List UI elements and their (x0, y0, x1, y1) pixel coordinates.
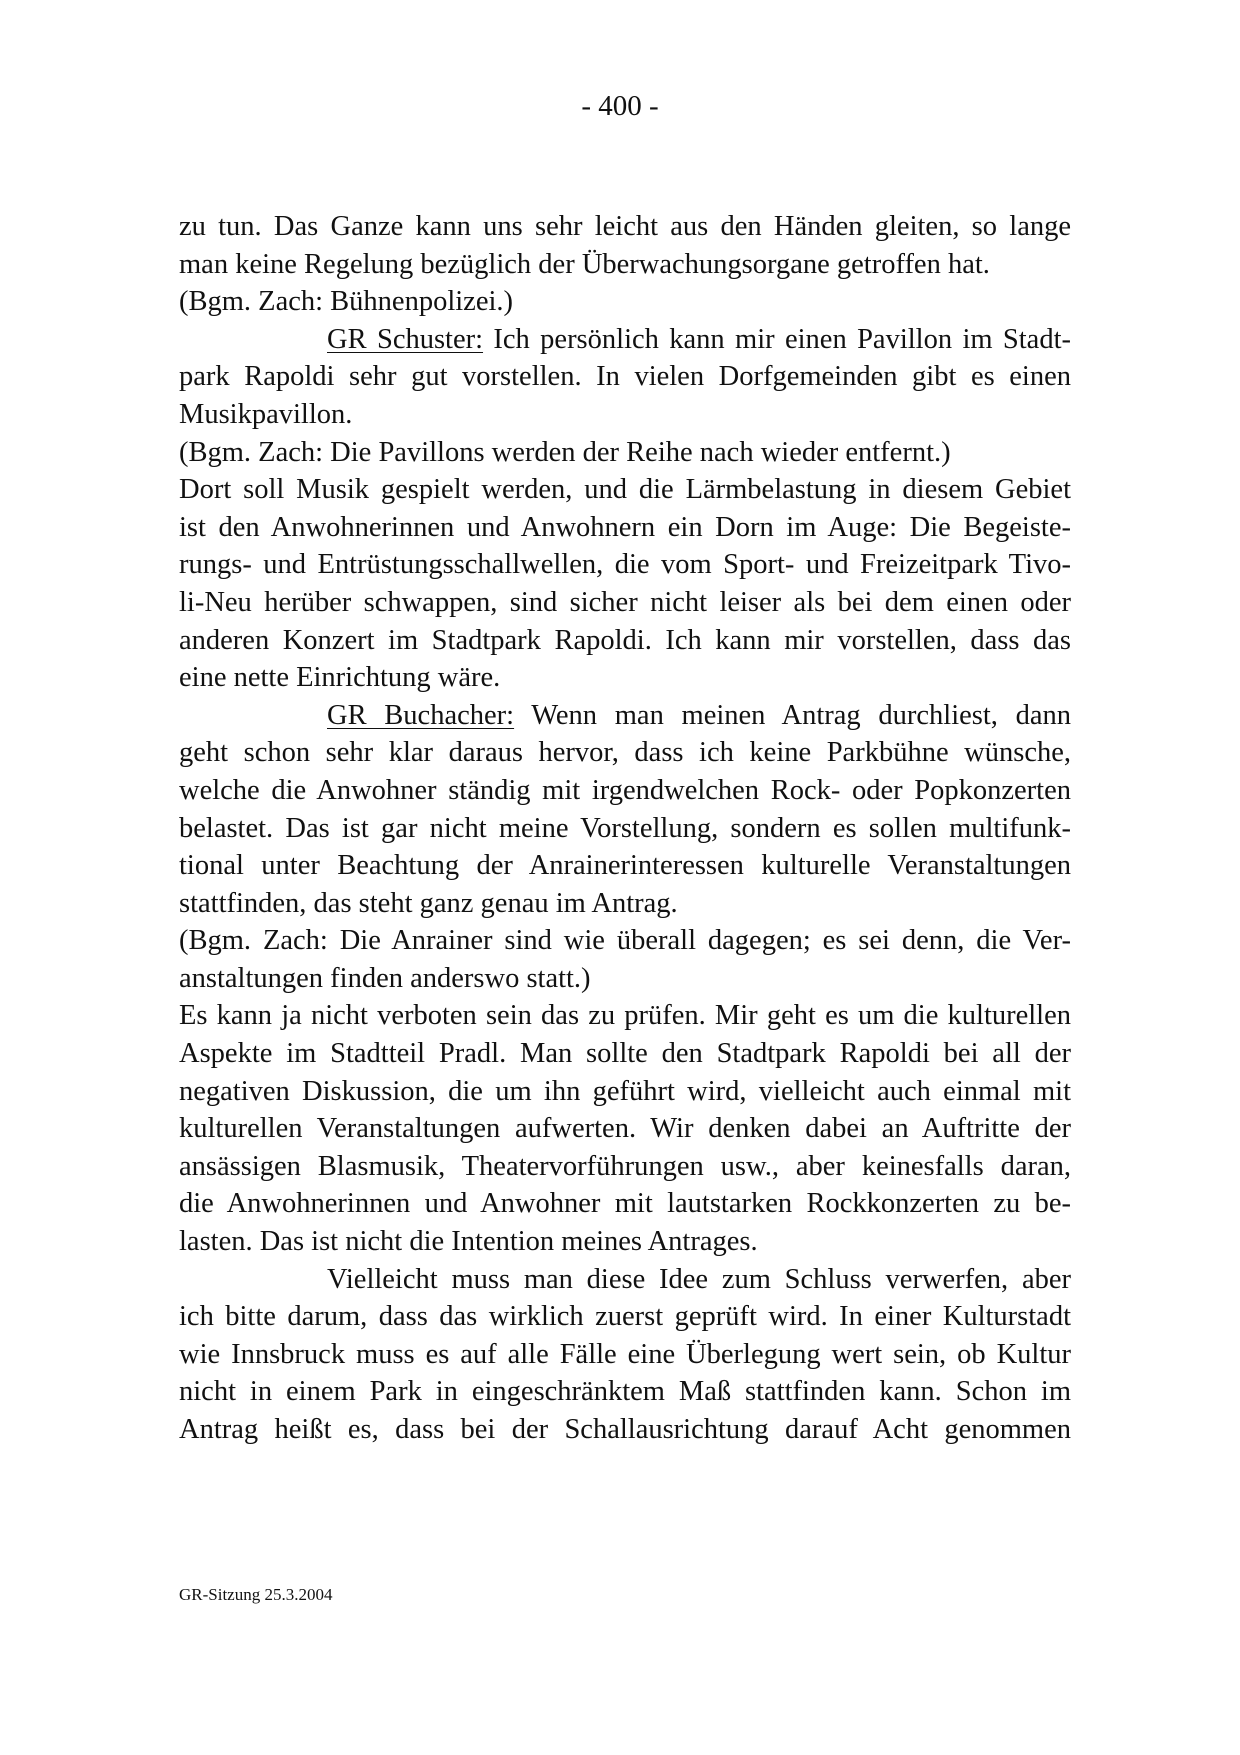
document-body (179, 208, 1071, 1449)
text-line: li-Neu herüber schwappen, sind sicher nicht leiser als bei dem einen oder (179, 586, 1071, 618)
text-line: anderen Konzert im Stadtpark Rapoldi. Ich kann mir vorstellen, dass das (179, 624, 1071, 656)
text-line: negativen Diskussion, die um ihn geführt wird, vielleicht auch einmal mit (179, 1075, 1071, 1107)
text-line: eine nette Einrichtung wäre. (179, 662, 501, 694)
text-line: geht schon sehr klar daraus hervor, dass ich keine Parkbühne wünsche, (179, 737, 1071, 769)
speaker-line (179, 321, 1071, 359)
text-line: park Rapoldi sehr gut vorstellen. In vielen Dorfgemeinden gibt es einen (179, 361, 1071, 393)
text-line: nicht in einem Park in eingeschränktem Maß stattfinden kann. Schon im (179, 1376, 1071, 1408)
paragraph-start-line: Vielleicht muss man diese Idee zum Schluss verwerfen, aber (327, 1263, 1071, 1295)
text-line: anstaltungen finden anderswo statt.) (179, 962, 591, 994)
text-line: lasten. Das ist nicht die Intention meines Antrages. (179, 1226, 758, 1258)
text-line: (Bgm. Zach: Die Pavillons werden der Reihe nach wieder entfernt.) (179, 436, 951, 468)
text-line: Es kann ja nicht verboten sein das zu prüfen. Mir geht es um die kulturellen (179, 1000, 1071, 1032)
text-line: zu tun. Das Ganze kann uns sehr leicht aus den Händen gleiten, so lange (179, 211, 1071, 242)
text-line: ist den Anwohnerinnen und Anwohnern ein Dorn im Auge: Die Begeiste- (179, 511, 1071, 543)
text-line: tional unter Beachtung der Anrainerinteressen kulturelle Veranstaltungen (179, 850, 1071, 882)
text-line: ich bitte darum, dass das wirklich zuerst geprüft wird. In einer Kulturstadt (179, 1301, 1071, 1333)
text-line: ansässigen Blasmusik, Theatervorführungen usw., aber keinesfalls daran, (179, 1150, 1071, 1182)
text-line: Antrag heißt es, dass bei der Schallausrichtung darauf Acht genommen (179, 1414, 1071, 1445)
text-line: (Bgm. Zach: Die Anrainer sind wie überall dagegen; es sei denn, die Ver- (179, 925, 1071, 957)
text-line: wie Innsbruck muss es auf alle Fälle eine Überlegung wert sein, ob Kultur (179, 1338, 1071, 1370)
text-line: kulturellen Veranstaltungen aufwerten. Wir denken dabei an Auftritte der (179, 1113, 1071, 1145)
text-line: die Anwohnerinnen und Anwohner mit lautstarken Rockkonzerten zu be- (179, 1188, 1071, 1220)
text-line: stattfinden, das steht ganz genau im Antrag. (179, 887, 678, 919)
speaker-text: Ich persönlich kann mir einen Pavillon im Stadt- (483, 323, 1071, 355)
speaker-line (179, 697, 1071, 735)
text-line: Musikpavillon. (179, 398, 353, 430)
speaker-text: Wenn man meinen Antrag durchliest, dann (514, 699, 1072, 731)
text-line: Aspekte im Stadtteil Pradl. Man sollte den Stadtpark Rapoldi bei all der (179, 1038, 1071, 1070)
text-line: Dort soll Musik gespielt werden, und die Lärmbelastung in diesem Gebiet (179, 474, 1071, 506)
text-line: welche die Anwohner ständig mit irgendwelchen Rock- oder Popkonzerten (179, 774, 1071, 806)
footer-session-date: GR-Sitzung 25.3.2004 (179, 1585, 333, 1604)
speaker-name: GR Schuster: (327, 323, 484, 355)
page-number: - 400 - (581, 90, 659, 122)
text-line: man keine Regelung bezüglich der Überwachungsorgane getroffen hat. (179, 248, 990, 280)
text-line: (Bgm. Zach: Bühnenpolizei.) (179, 286, 513, 318)
text-line: belastet. Das ist gar nicht meine Vorstellung, sondern es sollen multifunk- (179, 812, 1071, 844)
text-line: rungs- und Entrüstungsschallwellen, die vom Sport- und Freizeitpark Tivo- (179, 549, 1071, 581)
speaker-name: GR Buchacher: (327, 699, 515, 731)
